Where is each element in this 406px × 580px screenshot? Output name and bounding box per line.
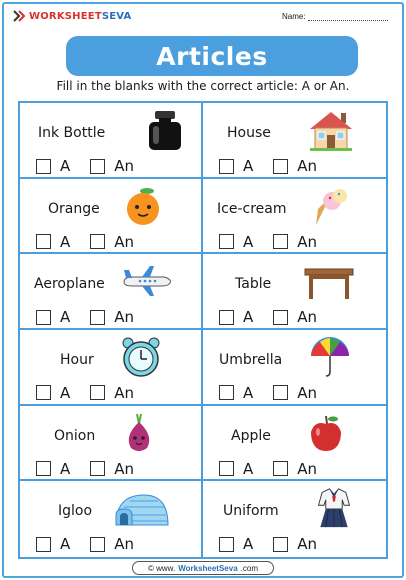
item-word: Onion (54, 427, 96, 444)
option-a-label: A (243, 157, 254, 175)
checkbox-an[interactable] (90, 159, 105, 174)
checkbox-an[interactable] (90, 461, 105, 476)
item-word: Apple (231, 427, 271, 444)
checkbox-a[interactable] (219, 310, 234, 325)
option-an-label: An (297, 232, 318, 251)
page-title: Articles (156, 41, 268, 71)
item-cell (203, 103, 386, 179)
apple-icon (303, 412, 349, 454)
item-word: Table (235, 276, 272, 293)
item-word: Igloo (58, 503, 93, 520)
footer-suffix: .com (240, 563, 258, 573)
option-an-label: An (297, 308, 318, 327)
option-an-label: An (114, 383, 135, 402)
item-word: Umbrella (219, 351, 283, 368)
option-an-label: An (297, 535, 318, 554)
option-an-label: An (114, 308, 135, 327)
uniform-icon (311, 487, 357, 529)
brand-logo (12, 9, 131, 23)
checkbox-an[interactable] (273, 310, 288, 325)
answer-options (219, 308, 337, 326)
checkbox-an[interactable] (90, 234, 105, 249)
house-icon (308, 109, 354, 151)
item-word: Ink Bottle (38, 125, 106, 141)
footer-website[interactable] (132, 561, 274, 575)
answer-options (36, 384, 154, 402)
option-a-label: A (243, 535, 254, 554)
checkbox-a[interactable] (219, 385, 234, 400)
answer-options (219, 384, 337, 402)
checkbox-a[interactable] (36, 537, 51, 552)
item-cell (20, 103, 203, 179)
checkbox-a[interactable] (219, 461, 234, 476)
aeroplane-icon (120, 260, 174, 302)
checkbox-a[interactable] (219, 159, 234, 174)
option-a-label: A (60, 535, 71, 554)
answer-options (36, 157, 154, 175)
answer-options (36, 535, 154, 553)
igloo-icon (112, 487, 170, 529)
option-an-label: An (114, 459, 135, 478)
checkbox-a[interactable] (36, 159, 51, 174)
option-a-label: A (243, 459, 254, 478)
checkbox-an[interactable] (273, 461, 288, 476)
umbrella-icon (307, 336, 353, 378)
answer-options (36, 308, 154, 326)
option-a-label: A (243, 383, 254, 402)
footer-brand: WorksheetSeva (178, 563, 238, 573)
item-word: Hour (60, 351, 94, 368)
answer-options (36, 233, 154, 251)
option-a-label: A (243, 232, 254, 251)
name-label: Name: (282, 12, 306, 21)
option-a-label: A (60, 232, 71, 251)
item-cell (20, 481, 203, 557)
footer-prefix: © www. (147, 563, 176, 573)
option-an-label: An (297, 157, 318, 175)
item-cell (203, 179, 386, 255)
item-word: Ice-cream (217, 200, 287, 217)
brand-mark-icon (12, 9, 26, 23)
option-a-label: A (60, 459, 71, 478)
ink-bottle-icon (142, 109, 188, 151)
answer-options (219, 233, 337, 251)
name-field[interactable] (282, 12, 388, 21)
checkbox-an[interactable] (273, 159, 288, 174)
option-an-label: An (297, 459, 318, 478)
clock-icon (118, 336, 164, 378)
title-banner (66, 36, 358, 76)
option-an-label: An (114, 535, 135, 554)
option-an-label: An (114, 232, 135, 251)
option-an-label: An (297, 383, 318, 402)
item-word: Orange (48, 200, 100, 217)
option-a-label: A (243, 308, 254, 327)
checkbox-a[interactable] (36, 385, 51, 400)
item-cell (20, 330, 203, 406)
name-rule (308, 13, 388, 21)
option-a-label: A (60, 383, 71, 402)
answer-options (219, 460, 337, 478)
answer-options (36, 460, 154, 478)
item-cell (203, 481, 386, 557)
option-a-label: A (60, 308, 71, 327)
option-a-label: A (60, 157, 71, 175)
checkbox-a[interactable] (36, 461, 51, 476)
item-word: Uniform (223, 503, 279, 520)
checkbox-an[interactable] (273, 537, 288, 552)
checkbox-a[interactable] (36, 234, 51, 249)
checkbox-an[interactable] (90, 310, 105, 325)
onion-icon (116, 412, 162, 454)
checkbox-an[interactable] (90, 385, 105, 400)
option-an-label: An (114, 157, 135, 175)
item-cell (203, 254, 386, 330)
item-cell (20, 406, 203, 482)
item-cell (203, 330, 386, 406)
brand-text: WORKSHEETSEVA (29, 10, 132, 22)
checkbox-a[interactable] (36, 310, 51, 325)
checkbox-an[interactable] (273, 385, 288, 400)
table-icon (303, 260, 355, 302)
checkbox-a[interactable] (219, 234, 234, 249)
answer-options (219, 157, 337, 175)
answer-options (219, 535, 337, 553)
item-word: Aeroplane (34, 276, 105, 293)
item-word: House (227, 125, 271, 141)
checkbox-a[interactable] (219, 537, 234, 552)
instruction-text: Fill in the blanks with the correct article: A or An. (56, 79, 350, 93)
item-cell (20, 254, 203, 330)
articles-grid (18, 101, 388, 559)
checkbox-an[interactable] (273, 234, 288, 249)
orange-icon (120, 185, 166, 227)
checkbox-an[interactable] (90, 537, 105, 552)
item-cell (203, 406, 386, 482)
item-cell (20, 179, 203, 255)
ice-cream-icon (306, 185, 352, 227)
